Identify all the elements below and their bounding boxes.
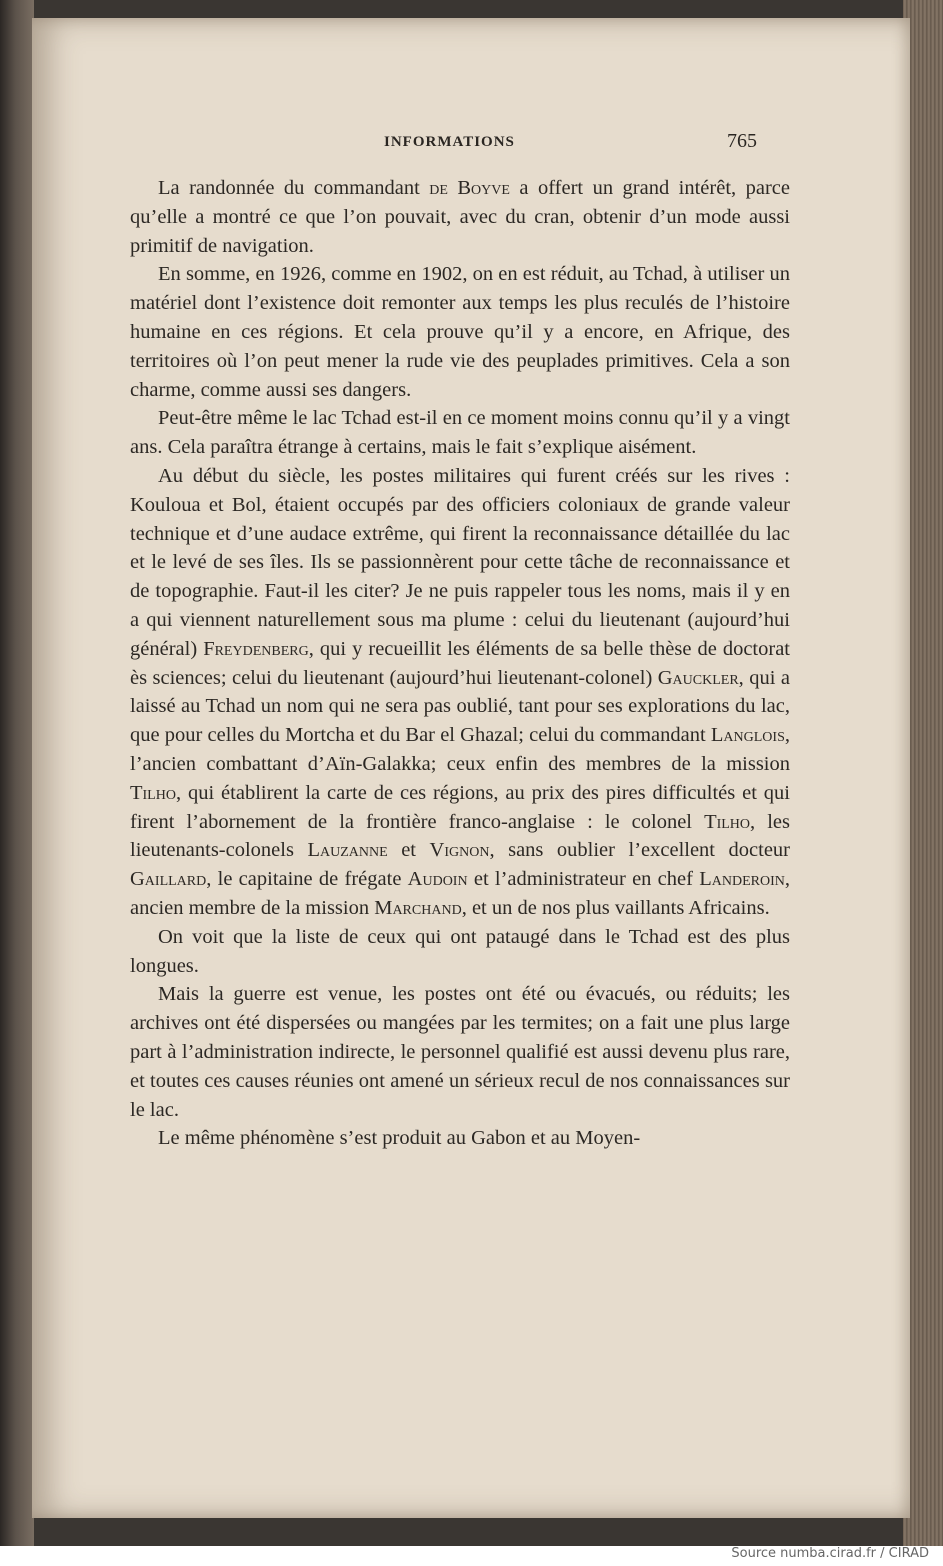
paragraph: [130, 260, 790, 404]
paragraph: [130, 980, 790, 1124]
text-segment: , le capitaine de frégate: [206, 868, 408, 891]
text-segment: , qui a laissé au Tchad un nom qui ne sera pas oublié, tant pour ses explorations du lac, que pour celles du Mortcha et du Bar el Ghazal; celui du commandant: [130, 666, 791, 747]
text-segment: , sans oublier l’excellent docteur: [489, 839, 790, 862]
person-name: Gauckler: [657, 666, 739, 689]
person-name: Langlois: [710, 724, 785, 747]
text-segment: , et un de nos plus vaillants Africains.: [461, 896, 770, 919]
person-name: Tilho: [130, 781, 176, 804]
text-segment: et: [387, 839, 430, 862]
person-name: Freydenberg: [203, 637, 309, 660]
text-segment: a offert un grand intérêt, parce qu’elle a montré ce que l’on pouvait, avec du cran, obtenir d’un mode aussi primitif de navigation.: [130, 177, 790, 257]
book-binding-edge: [0, 0, 34, 1546]
person-name: Vignon: [429, 839, 490, 862]
text-segment: Mais la guerre est venue, les postes ont été ou évacués, ou réduits; les archives ont été dispersées ou mangées par les termites; on a fait une plus large part à l’administration indirecte, le personnel qualifié est aussi devenu plus rare, et toutes ces causes réunies ont amené un sérieux recul de nos connaissances sur le lac.: [130, 983, 790, 1121]
text-segment: , ancien membre de la mission: [130, 868, 790, 919]
text-segment: Peut-être même le lac Tchad est-il en ce moment moins connu qu’il y a vingt ans. Cela paraîtra étrange à certains, mais le fait s’explique aisément.: [130, 407, 790, 459]
person-name: de Boyve: [429, 177, 510, 199]
paragraph: [130, 462, 790, 923]
text-segment: Le même phénomène s’est produit au Gabon et au Moyen-: [158, 1127, 641, 1150]
person-name: Marchand: [374, 896, 462, 919]
running-head: INFORMATIONS: [384, 134, 515, 150]
text-segment: , l’ancien combattant d’Aïn-Galakka; ceux enfin des membres de la mission: [130, 724, 790, 775]
text-segment: En somme, en 1926, comme en 1902, on en est réduit, au Tchad, à utiliser un matériel dont l’existence doit remonter aux temps les plus reculés de l’histoire humaine en ces régions. Et cela prouve qu’il y a encore, en Afrique, des territoires où l’on peut mener la rude vie des peuplades primitives. Cela a son charme, comme aussi ses dangers.: [130, 263, 790, 401]
text-segment: Au début du siècle, les postes militaires qui furent créés sur les rives : Kouloua et Bol, étaient occupés par des officiers coloniaux de grande valeur technique et d’une audace extrême, qui firent la reconnaissance détaillée du lac et le levé de ses îles. Ils se passionnèrent pour cette tâche de reconnaissance et de topographie. Faut-il les citer? Je ne puis rappeler tous les noms, mais il y en a qui viennent naturellement sous ma plume : celui du lieutenant (aujourd’hui général): [130, 464, 790, 660]
text-segment: , qui y recueillit les éléments de sa belle thèse de doctorat ès sciences; celui du lieutenant (aujourd’hui lieutenant-colonel): [130, 637, 790, 689]
text-segment: , qui établirent la carte de ces régions, au prix des pires difficultés et qui firent l’abornement de la frontière franco-anglaise : le colonel: [130, 781, 790, 833]
paragraph: [130, 1124, 790, 1153]
body-text: [130, 174, 790, 1153]
person-name: Gaillard: [130, 868, 207, 891]
paragraph: [130, 174, 790, 260]
text-segment: On voit que la liste de ceux qui ont pataugé dans le Tchad est des plus longues.: [130, 925, 790, 977]
text-segment: , les lieutenants-colonels: [130, 810, 790, 862]
text-segment: La randonnée du commandant: [158, 177, 430, 199]
text-segment: et l’administrateur en chef: [467, 868, 700, 891]
paragraph: [130, 404, 790, 462]
page-header: [32, 130, 910, 160]
book-page: [32, 18, 910, 1518]
person-name: Audoin: [407, 868, 468, 891]
person-name: Lauzanne: [307, 839, 388, 862]
paragraph: [130, 923, 790, 981]
person-name: Landeroin: [699, 868, 785, 891]
source-credit: Source numba.cirad.fr / CIRAD: [731, 1546, 929, 1561]
person-name: Tilho: [704, 810, 751, 833]
page-number: 765: [727, 130, 757, 152]
